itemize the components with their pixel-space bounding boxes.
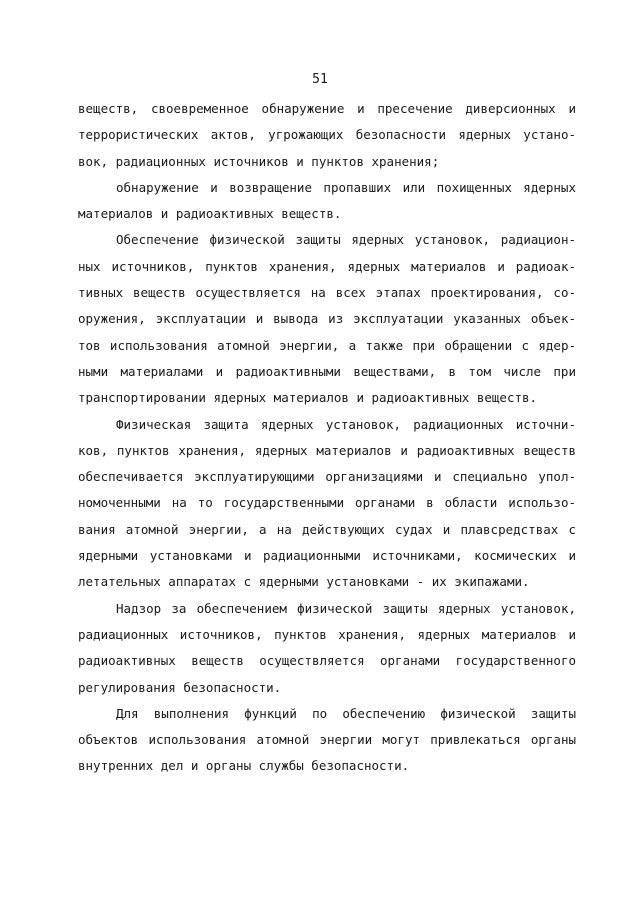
text-line: тивных веществ осуществляется на всех этапах проектирования, со-	[78, 285, 576, 301]
text-line: вания атомной энергии, а на действующих судах и плавсредствах с	[78, 521, 576, 537]
text-line: транспортировании ядерных материалов и радиоактивных веществ.	[78, 390, 538, 406]
text-line: летательных аппаратах с ядерными установками - их экипажами.	[78, 574, 530, 590]
text-line: ядерными установками и радиационными источниками, космических и	[78, 548, 576, 564]
document-body	[78, 96, 576, 780]
text-line: Надзор за обеспечением физической защиты ядерных установок,	[116, 600, 576, 616]
text-line: ных источников, пунктов хранения, ядерных материалов и радиоак-	[78, 258, 576, 274]
text-line: материалов и радиоактивных веществ.	[78, 206, 342, 222]
text-line: внутренних дел и органы службы безопасности.	[78, 758, 410, 774]
text-line: обеспечивается эксплуатирующими организациями и специально упол-	[78, 469, 576, 485]
text-line: Для выполнения функций по обеспечению физической защиты	[116, 705, 576, 721]
text-line: вок, радиационных источников и пунктов хранения;	[78, 153, 440, 169]
text-line: тов использования атомной энергии, а также при обращении с ядер-	[78, 337, 576, 353]
text-line: ными материалами и радиоактивными веществами, в том числе при	[78, 363, 576, 379]
text-line: обнаружение и возвращение пропавших или похищенных ядерных	[116, 179, 576, 195]
text-line: радиоактивных веществ осуществляется органами государственного	[78, 653, 576, 669]
text-line: Обеспечение физической защиты ядерных установок, радиацион-	[116, 232, 576, 248]
text-line: Физическая защита ядерных установок, радиационных источни-	[116, 416, 576, 432]
text-line: ков, пунктов хранения, ядерных материалов и радиоактивных веществ	[78, 442, 576, 458]
text-line: регулирования безопасности.	[78, 679, 282, 695]
page-number: 51	[312, 72, 328, 87]
text-line: номоченными на то государственными органами в области использо-	[78, 495, 576, 511]
text-line: веществ, своевременное обнаружение и пресечение диверсионных и	[78, 101, 576, 116]
text-line: объектов использования атомной энергии могут привлекаться органы	[78, 732, 576, 748]
text-line: террористических актов, угрожающих безопасности ядерных устано-	[78, 127, 576, 143]
text-line: оружения, эксплуатации и вывода из эксплуатации указанных объек-	[78, 311, 576, 327]
text-line: радиационных источников, пунктов хранения, ядерных материалов и	[78, 626, 576, 642]
